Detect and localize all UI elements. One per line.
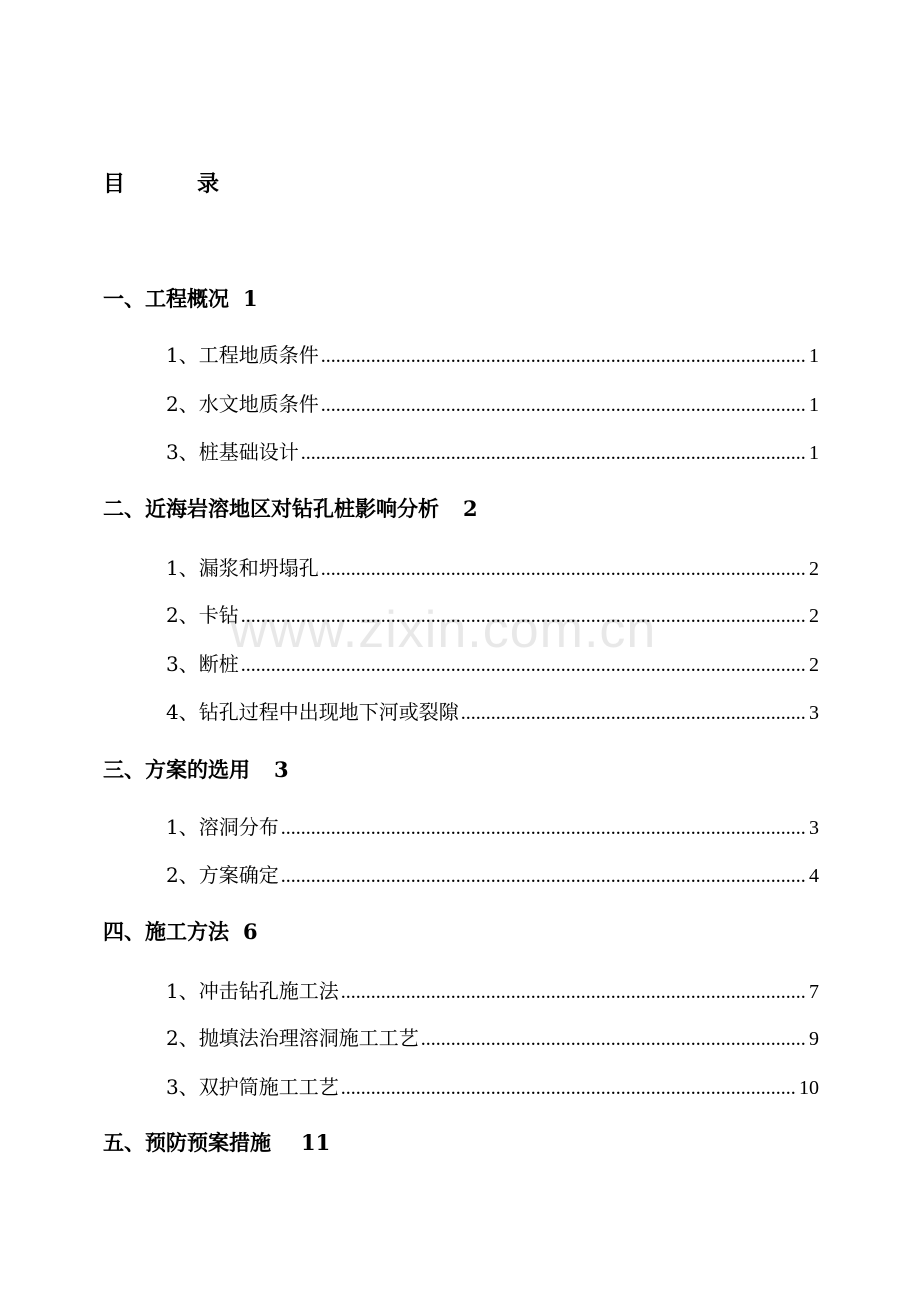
toc-item-label: 3、桩基础设计 <box>166 440 299 464</box>
toc-leader-dots <box>321 390 807 420</box>
toc-section-page: 6 <box>243 919 258 944</box>
toc-section-3[interactable] <box>103 755 289 785</box>
toc-item-page: 3 <box>809 702 819 724</box>
toc-item-label: 3、双护筒施工工艺 <box>166 1075 339 1099</box>
toc-item-label: 4、钻孔过程中出现地下河或裂隙 <box>166 700 459 724</box>
toc-item-label: 1、溶洞分布 <box>166 815 279 839</box>
toc-section-page: 11 <box>301 1130 331 1155</box>
watermark: www.zixin.com.cn <box>230 601 657 659</box>
toc-section-4[interactable] <box>103 917 258 947</box>
toc-item-page: 2 <box>809 605 819 627</box>
toc-section-2[interactable] <box>103 494 478 524</box>
toc-item-2-4[interactable] <box>166 697 819 727</box>
toc-item-page: 1 <box>809 442 819 464</box>
toc-item-page: 1 <box>809 394 819 416</box>
toc-item-page: 7 <box>809 981 819 1003</box>
toc-leader-dots <box>281 813 807 843</box>
toc-item-label: 3、断桩 <box>166 652 239 676</box>
toc-leader-dots <box>321 341 807 371</box>
toc-item-label: 2、卡钻 <box>166 603 239 627</box>
toc-item-4-2[interactable] <box>166 1023 819 1053</box>
toc-leader-dots <box>341 977 807 1007</box>
toc-item-label: 2、抛填法治理溶洞施工工艺 <box>166 1026 419 1050</box>
toc-item-label: 1、漏浆和坍塌孔 <box>166 556 319 580</box>
toc-item-1-2[interactable] <box>166 389 819 419</box>
toc-item-page: 2 <box>809 654 819 676</box>
toc-section-5[interactable] <box>103 1128 330 1158</box>
toc-item-3-1[interactable] <box>166 812 819 842</box>
toc-title <box>103 168 219 200</box>
toc-item-label: 1、冲击钻孔施工法 <box>166 979 339 1003</box>
toc-title-part2: 录 <box>197 171 220 197</box>
toc-section-page: 1 <box>243 286 258 311</box>
toc-item-label: 1、工程地质条件 <box>166 343 319 367</box>
toc-item-page: 2 <box>809 558 819 580</box>
toc-leader-dots <box>321 554 807 584</box>
toc-leader-dots <box>421 1024 807 1054</box>
toc-section-page: 3 <box>274 757 289 782</box>
toc-item-label: 2、方案确定 <box>166 863 279 887</box>
toc-section-label: 三、方案的选用 <box>103 757 250 782</box>
toc-section-page: 2 <box>463 496 478 521</box>
toc-item-page: 1 <box>809 345 819 367</box>
toc-item-1-3[interactable] <box>166 437 819 467</box>
toc-item-page: 3 <box>809 817 819 839</box>
toc-section-1[interactable] <box>103 284 258 314</box>
toc-item-page: 9 <box>809 1028 819 1050</box>
toc-item-4-1[interactable] <box>166 976 819 1006</box>
toc-section-label: 二、近海岩溶地区对钻孔桩影响分析 <box>103 496 439 521</box>
toc-leader-dots <box>341 1073 797 1103</box>
toc-leader-dots <box>461 698 807 728</box>
toc-section-label: 四、施工方法 <box>103 919 229 944</box>
toc-item-page: 4 <box>809 865 819 887</box>
toc-title-part1: 目 <box>103 171 126 197</box>
toc-item-page: 10 <box>799 1077 819 1099</box>
toc-item-4-3[interactable] <box>166 1072 819 1102</box>
toc-item-1-1[interactable] <box>166 340 819 370</box>
toc-section-label: 一、工程概况 <box>103 286 229 311</box>
toc-item-2-1[interactable] <box>166 553 819 583</box>
toc-item-label: 2、水文地质条件 <box>166 392 319 416</box>
toc-leader-dots <box>281 861 807 891</box>
toc-leader-dots <box>301 438 807 468</box>
toc-section-label: 五、预防预案措施 <box>103 1130 271 1155</box>
toc-item-3-2[interactable] <box>166 860 819 890</box>
